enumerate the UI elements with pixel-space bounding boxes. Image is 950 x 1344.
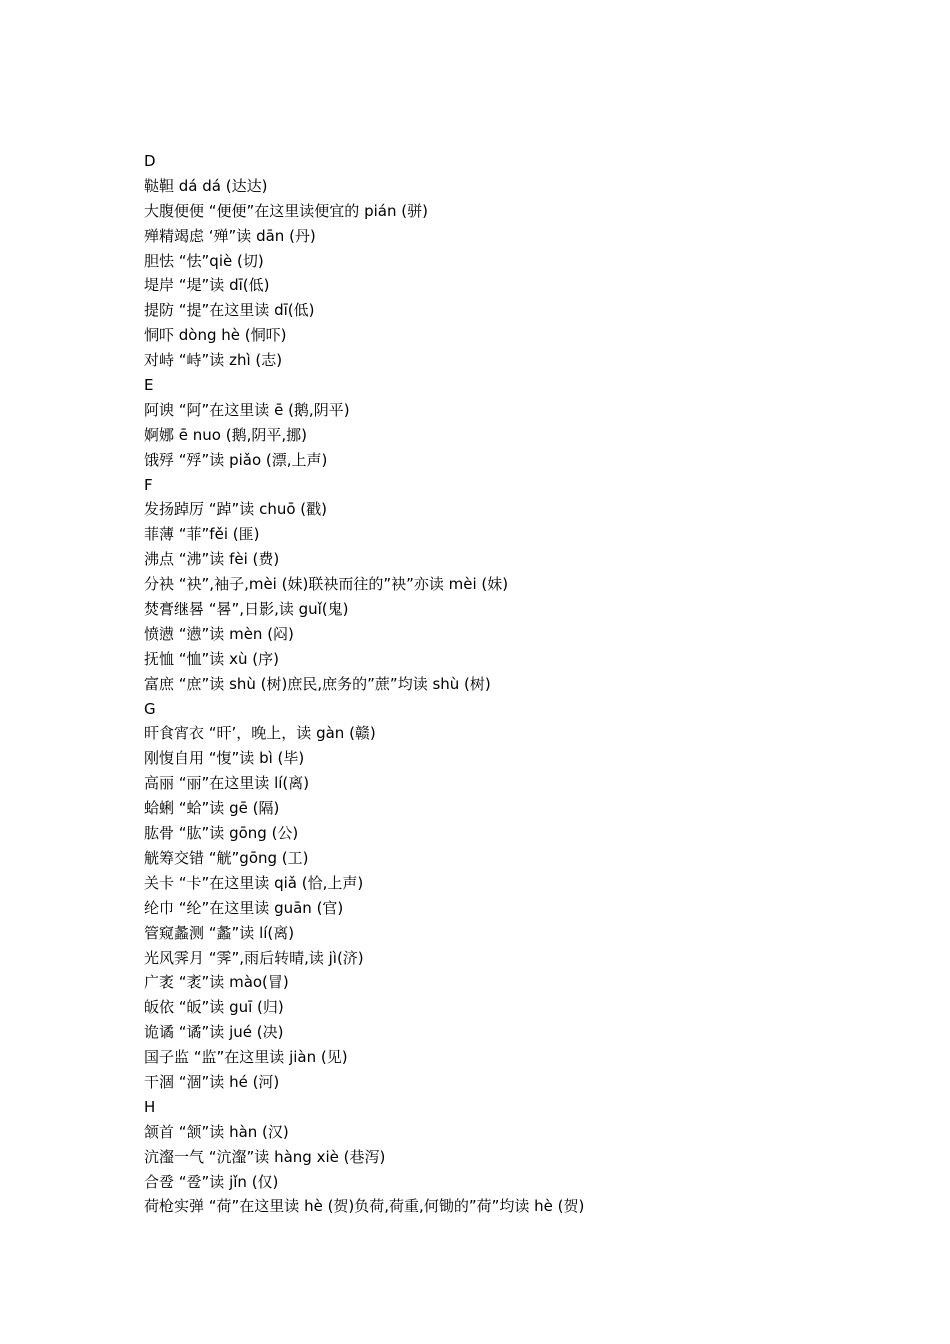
list-item: 干涸 “涸”读 hé (河) <box>144 1072 280 1091</box>
list-item: 婀娜 ē nuo (鹅,阴平,挪) <box>144 425 307 444</box>
list-item: 肱骨 “肱”读 gōng (公) <box>144 824 299 843</box>
list-item: 殚精竭虑 ‘殚”读 dān (丹) <box>144 226 316 245</box>
list-item: 堤岸 “堤”读 dī(低) <box>144 276 270 295</box>
list-item: 鞑靼 dá dá (达达) <box>144 176 268 195</box>
list-item: 纶巾 “纶”在这里读 guān (官) <box>144 898 344 917</box>
list-item: 提防 “提”在这里读 dī(低) <box>144 301 315 320</box>
list-item: 蛤蜊 “蛤”读 gē (隔) <box>144 799 280 818</box>
list-item: 饿殍 “殍”读 piǎo (漂,上声) <box>144 450 328 469</box>
list-item: 关卡 “卡”在这里读 qiǎ (恰,上声) <box>144 873 364 892</box>
list-item: 光风霁月 “霁”,雨后转晴,读 jì(济) <box>144 948 364 967</box>
list-item: 刚愎自用 “愎”读 bì (毕) <box>144 749 305 768</box>
section-heading-g: G <box>144 699 156 718</box>
section-heading-d: D <box>144 152 156 170</box>
section-heading-f: F <box>144 475 153 494</box>
list-item: 抚恤 “恤”读 xù (序) <box>144 649 279 668</box>
list-item: 诡谲 “谲”读 jué (决) <box>144 1023 284 1042</box>
pronunciation-list <box>144 149 924 1219</box>
list-item: 富庶 “庶”读 shù (树)庶民,庶务的”蔗”均读 shù (树) <box>144 674 491 693</box>
section-heading-h: H <box>144 1097 156 1116</box>
list-item: 合卺 “卺”读 jǐn (仅) <box>144 1172 279 1191</box>
section-heading-e: E <box>144 376 154 395</box>
list-item: 大腹便便 “便便”在这里读便宜的 pián (骈) <box>144 201 428 220</box>
list-item: 沸点 “沸”读 fèi (费) <box>144 550 280 569</box>
list-item: 广袤 “袤”读 mào(冒) <box>144 973 289 992</box>
list-item: 阿谀 “阿”在这里读 ē (鹅,阴平) <box>144 400 350 419</box>
list-item: 皈依 “皈”读 guī (归) <box>144 998 284 1017</box>
list-item: 国子监 “监”在这里读 jiàn (见) <box>144 1048 348 1067</box>
list-item: 旰食宵衣 “旰’，晚上，读 gàn (赣) <box>144 724 376 743</box>
list-item: 菲薄 “菲”fěi (匪) <box>144 525 260 544</box>
list-item: 愤懑 “懑”读 mèn (闷) <box>144 624 294 643</box>
list-item: 恫吓 dòng hè (恫吓) <box>144 326 287 345</box>
list-item: 荷枪实弹 “荷”在这里读 hè (贺)负荷,荷重,何锄的”荷”均读 hè (贺) <box>144 1197 585 1216</box>
list-item: 焚膏继晷 “晷”,日影,读 guǐ(鬼) <box>144 600 349 619</box>
list-item: 颔首 “颔”读 hàn (汉) <box>144 1122 289 1141</box>
list-item: 发扬踔厉 “踔”读 chuō (戳) <box>144 500 327 519</box>
list-item: 沆瀣一气 “沆瀣”读 hàng xiè (巷泻) <box>144 1147 386 1166</box>
list-item: 对峙 “峙”读 zhì (志) <box>144 351 283 370</box>
list-item: 胆怯 “怯”qiè (切) <box>144 251 264 270</box>
list-item: 觥筹交错 “觥”gōng (工) <box>144 848 309 867</box>
list-item: 高丽 “丽”在这里读 lí(离) <box>144 774 310 793</box>
list-item: 管窥蠡测 “蠡”读 lí(离) <box>144 923 295 942</box>
list-item: 分袂 “袂”,袖子,mèi (妹)联袂而往的”袂”亦读 mèi (妹) <box>144 575 509 594</box>
